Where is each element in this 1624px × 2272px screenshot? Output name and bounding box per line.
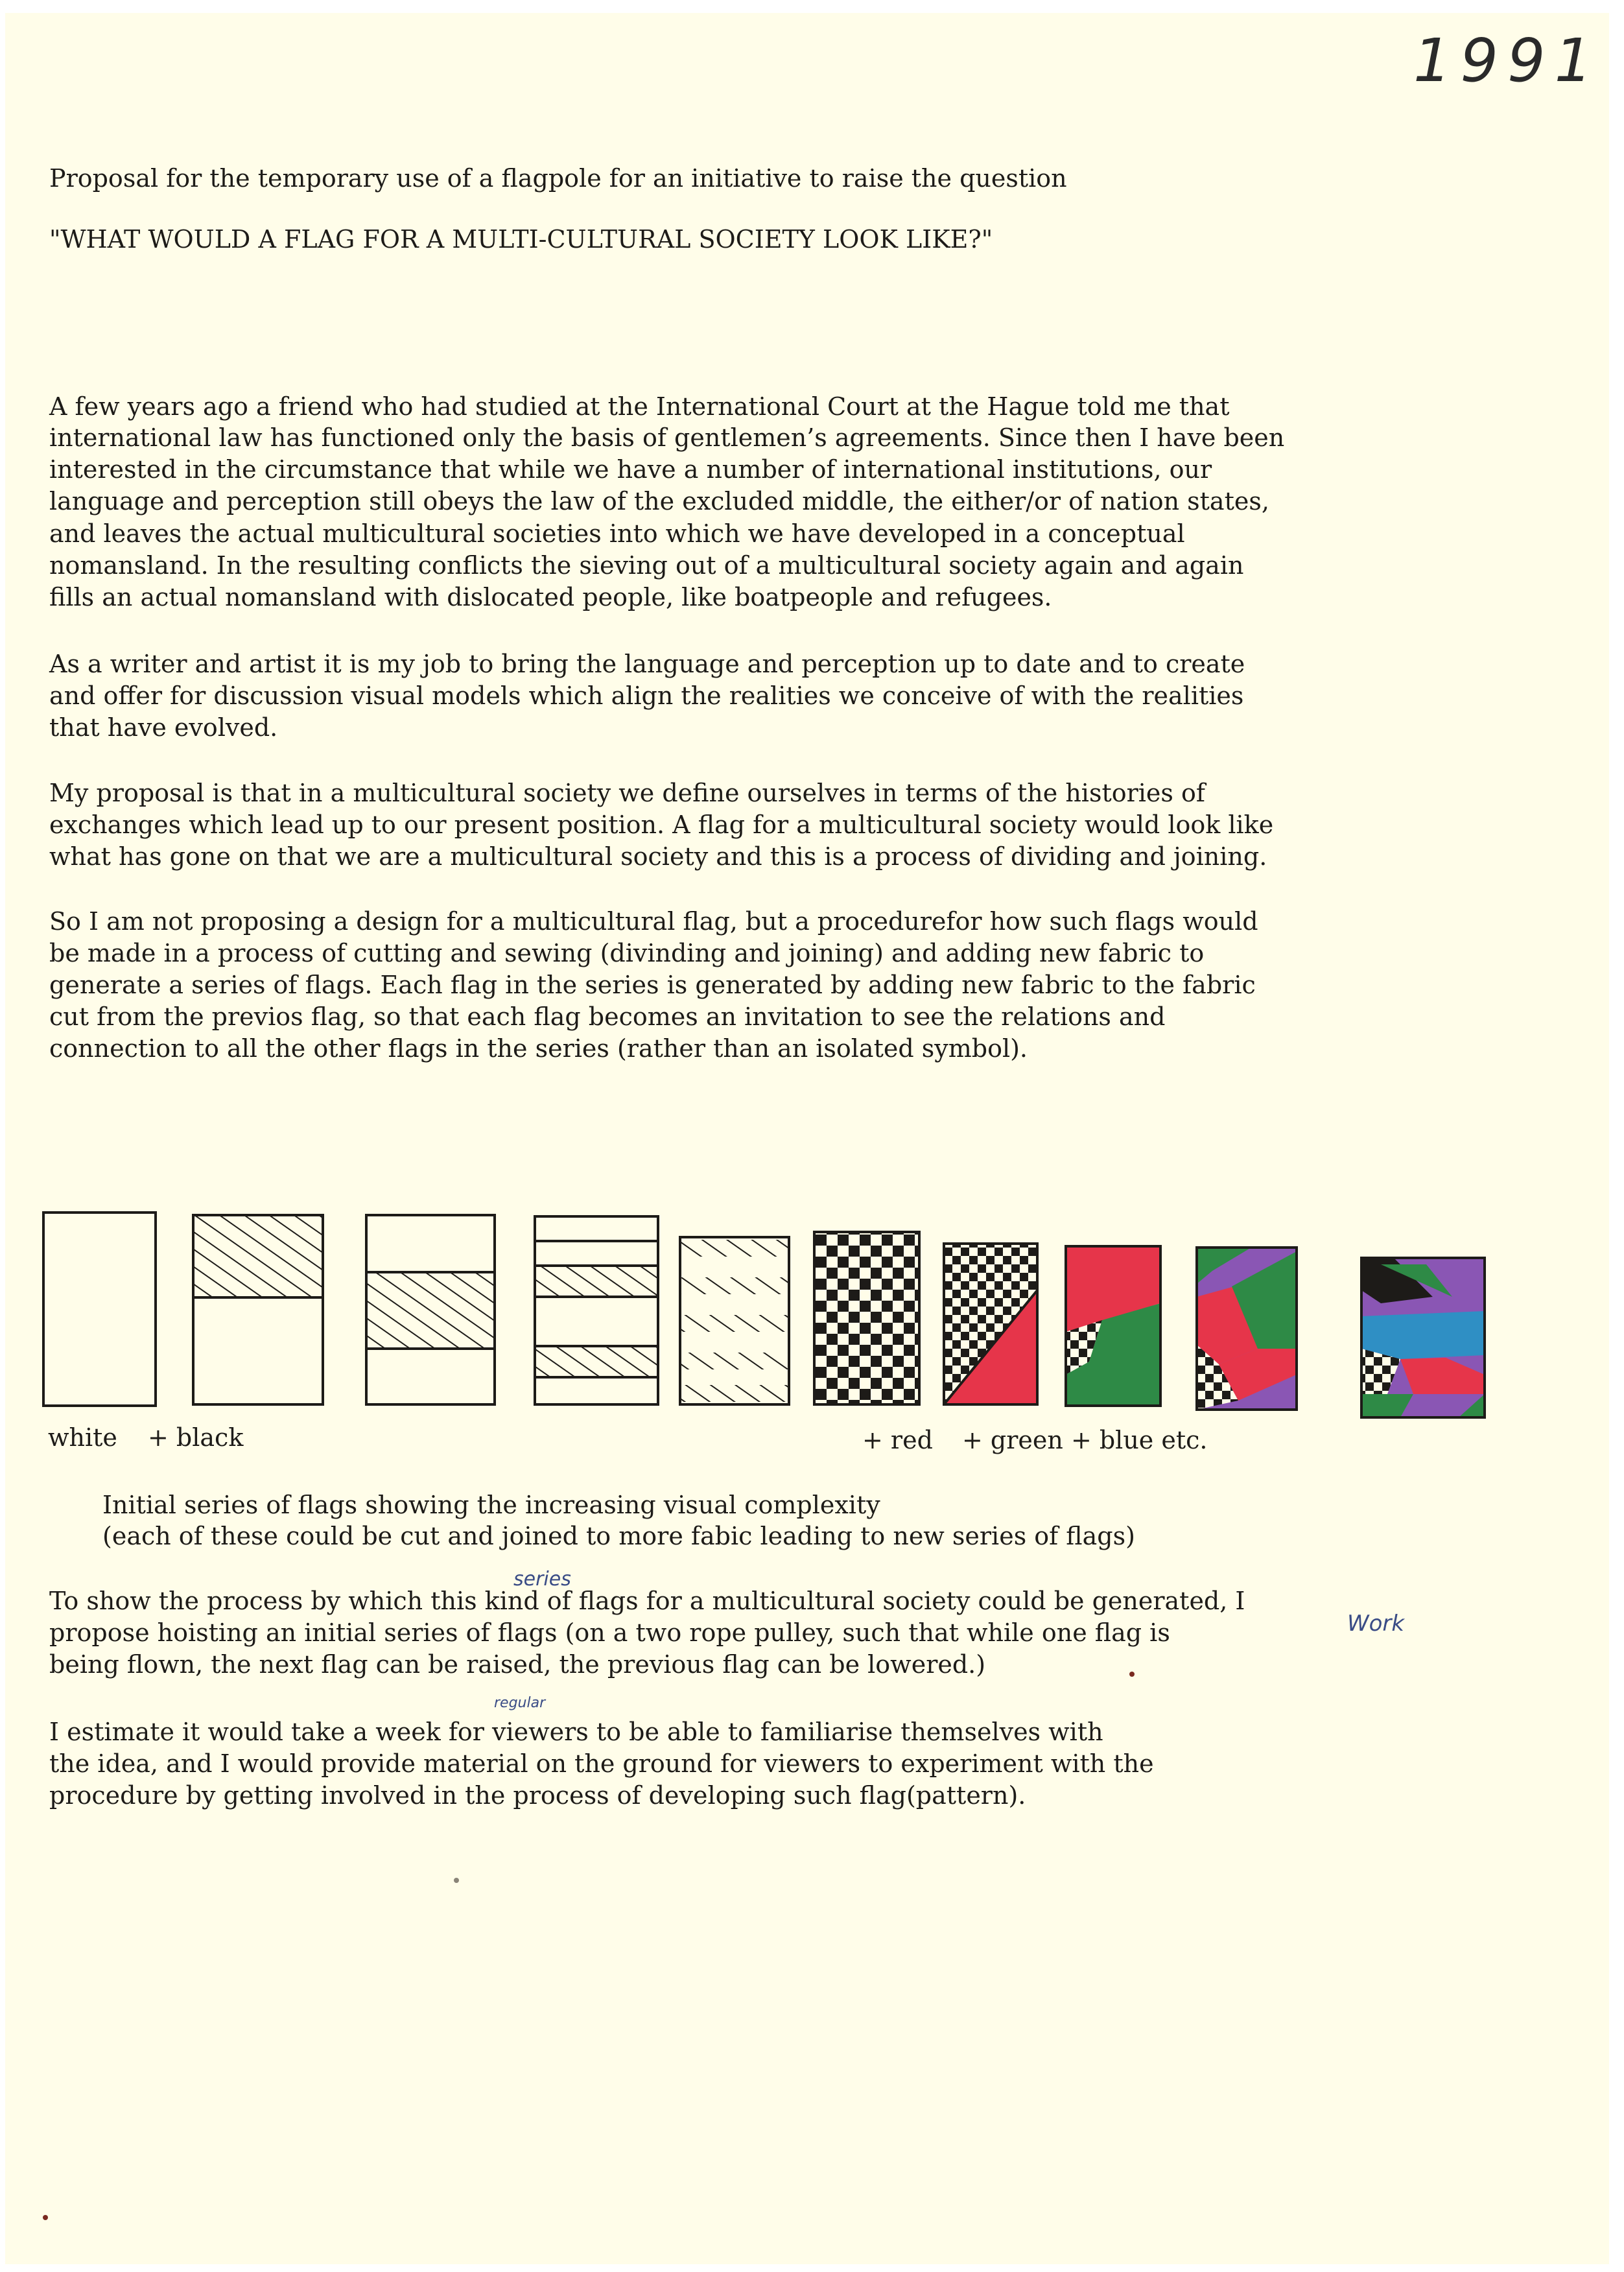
paragraph-line: nomansland. In the resulting conflicts the sieving out of a multicultural society again and again	[49, 551, 1244, 580]
handwritten-year: 1991	[1413, 26, 1602, 95]
handwritten-correction-series: series	[513, 1568, 571, 1591]
paragraph-line: fills an actual nomansland with dislocated people, like boatpeople and refugees.	[49, 583, 1052, 611]
paragraph-line: To show the process by which this kind of flags for a multicultural society could be generated, I	[49, 1587, 1245, 1615]
paragraph-line: As a writer and artist it is my job to bring the language and perception up to date and to create	[49, 650, 1245, 678]
paper-speck	[454, 1878, 459, 1883]
paragraph-line: connection to all the other flags in the series (rather than an isolated symbol).	[49, 1034, 1028, 1063]
figure-caption: (each of these could be cut and joined to more fabic leading to new series of flags)	[102, 1522, 1135, 1550]
paragraph-line: My proposal is that in a multicultural society we define ourselves in terms of the histories of	[49, 779, 1205, 807]
paragraph-line: being flown, the next flag can be raised, the previous flag can be lowered.)	[49, 1650, 986, 1679]
paper-speck	[43, 2215, 48, 2220]
flag-label-green-blue: + green + blue etc.	[962, 1426, 1208, 1454]
flag-8-red-green	[1066, 1246, 1160, 1406]
paragraph-line: cut from the previos flag, so that each flag becomes an invitation to see the relations and	[49, 1002, 1166, 1031]
paragraph-line: I estimate it would take a week for viewers to be able to familiarise themselves with	[49, 1718, 1103, 1746]
flag-label-red: + red	[862, 1426, 933, 1454]
paragraph-line: the idea, and I would provide material on the ground for viewers to experiment with the	[49, 1749, 1154, 1778]
paragraph-line: A few years ago a friend who had studied at the International Court at the Hague told me that	[49, 392, 1230, 421]
paragraph-line: interested in the circumstance that while we have a number of international institutions, our	[49, 455, 1212, 484]
paragraph-line: and offer for discussion visual models which align the realities we conceive of with the realities	[49, 681, 1244, 710]
paper-speck	[1129, 1672, 1135, 1677]
paragraph-line: generate a series of flags. Each flag in the series is generated by adding new fabric to the fabric	[49, 971, 1256, 999]
handwritten-margin-note: Work	[1347, 1611, 1405, 1637]
paragraph-line: be made in a process of cutting and sewing (divinding and joining) and adding new fabric to	[49, 939, 1205, 967]
paragraph-line: procedure by getting involved in the process of developing such flag(pattern).	[49, 1781, 1026, 1810]
flag-7-checker-red	[944, 1244, 1037, 1404]
flag-9-purple-red-green	[1197, 1248, 1297, 1410]
intro-line: Proposal for the temporary use of a flagpole for an initiative to raise the question	[49, 164, 1067, 193]
paragraph-line: and leaves the actual multicultural societies into which we have developed in a conceptual	[49, 519, 1185, 548]
paragraph-line: what has gone on that we are a multicultural society and this is a process of dividing and joining.	[49, 842, 1267, 871]
flag-1-white	[43, 1213, 156, 1406]
flag-3-middle-stripe	[366, 1215, 495, 1404]
intro-title-question: "WHAT WOULD A FLAG FOR A MULTI-CULTURAL SOCIETY LOOK LIKE?"	[49, 225, 993, 254]
flag-label-black: + black	[148, 1423, 244, 1452]
flag-4-two-stripes	[535, 1216, 658, 1404]
flag-6-checker	[814, 1232, 919, 1404]
paragraph-line: propose hoisting an initial series of flags (on a two rope pulley, such that while one flag is	[49, 1618, 1170, 1647]
paragraph-line: that have evolved.	[49, 713, 278, 742]
paragraph-line: So I am not proposing a design for a multicultural flag, but a procedurefor how such flags would	[49, 907, 1258, 936]
paragraph-line: international law has functioned only the basis of gentlemen’s agreements. Since then I have been	[49, 423, 1285, 452]
paragraph-line: exchanges which lead up to our present position. A flag for a multicultural society would look like	[49, 811, 1274, 839]
handwritten-correction-regular: regular	[494, 1695, 546, 1711]
paragraph-line: language and perception still obeys the law of the excluded middle, the either/or of nation states,	[49, 487, 1269, 515]
flag-10-complex	[1361, 1258, 1485, 1417]
figure-caption: Initial series of flags showing the increasing visual complexity	[102, 1491, 880, 1519]
flag-label-white: white	[48, 1423, 117, 1452]
flag-2-black-half	[193, 1215, 323, 1404]
flag-5-many-stripes	[680, 1237, 789, 1404]
